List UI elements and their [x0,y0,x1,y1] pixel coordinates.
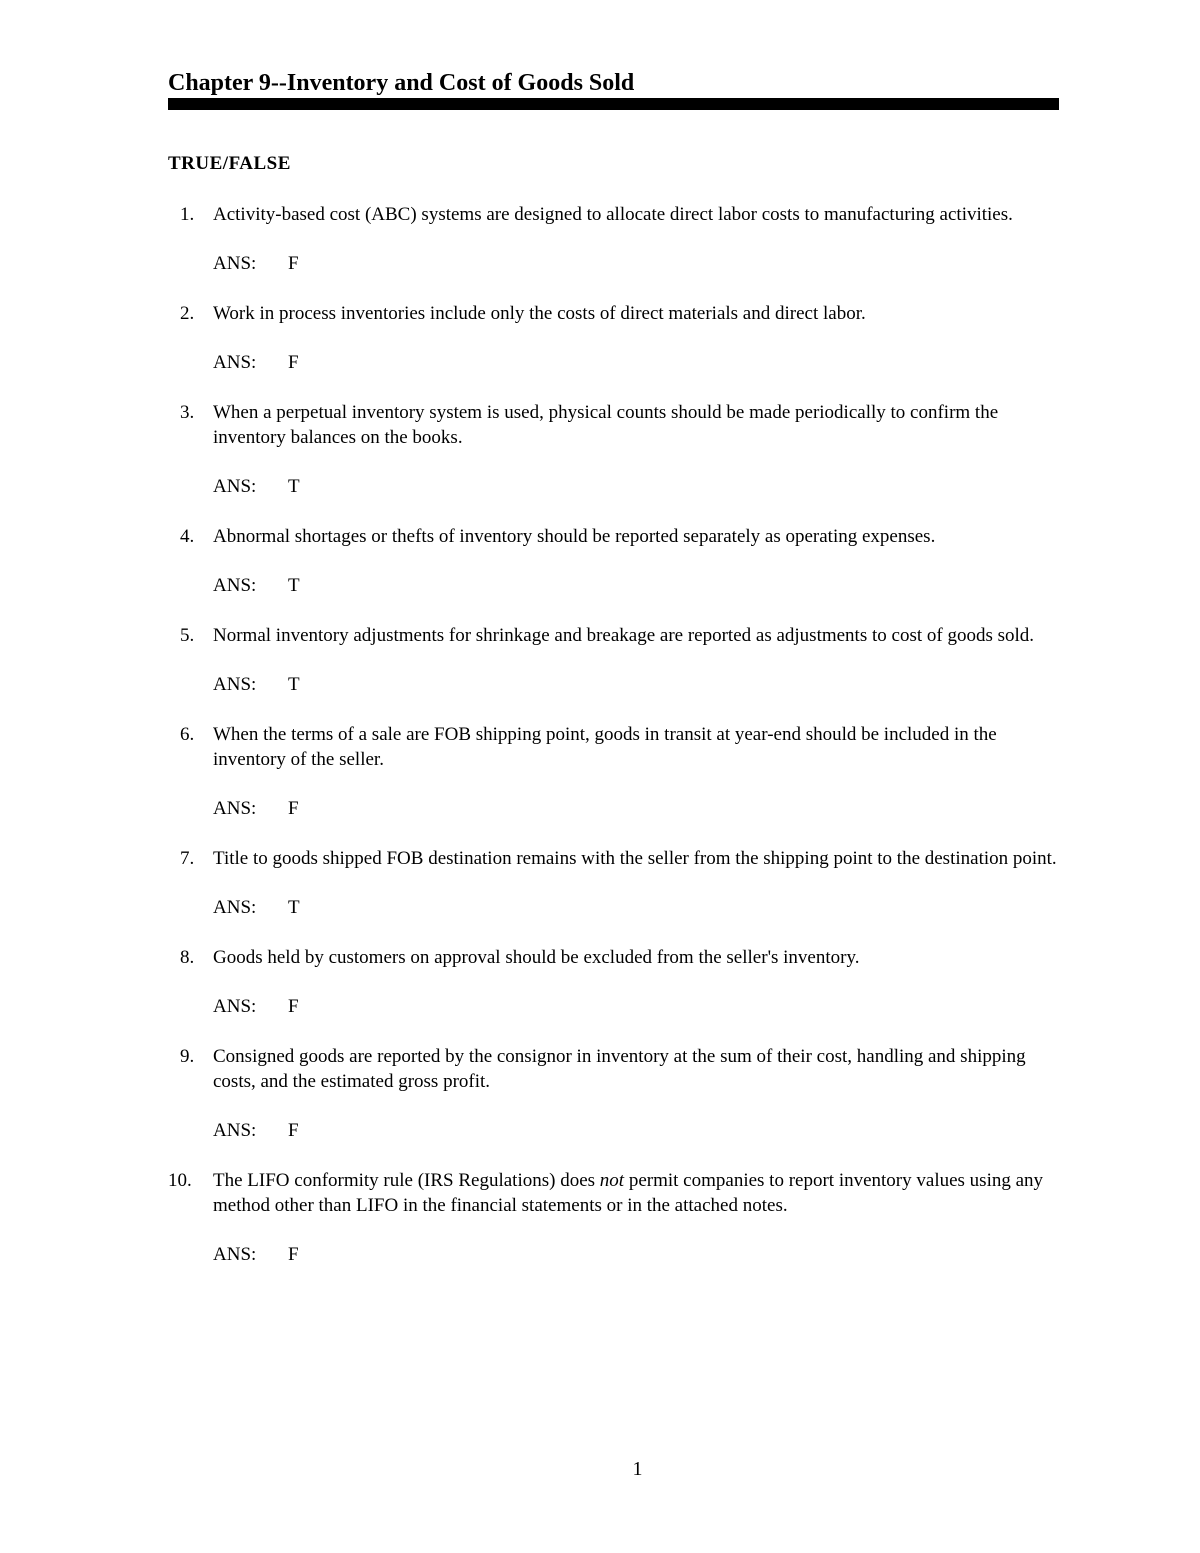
question-item [168,202,1068,276]
question-number: 7. [180,848,195,869]
answer-value: F [288,1120,299,1141]
answer-value: T [288,575,300,596]
question-number: 10. [168,1170,192,1191]
question-item [168,623,1068,697]
question-text: Activity-based cost (ABC) systems are designed to allocate direct labor costs to manufacturing activities. [213,204,1013,225]
section-heading: TRUE/FALSE [168,153,291,174]
question-text-before: The LIFO conformity rule (IRS Regulations) does [213,1170,600,1191]
question-text: When a perpetual inventory system is used, physical counts should be made periodically to confirm the inventory balances on the books. [213,402,999,448]
question-text: Work in process inventories include only the costs of direct materials and direct labor. [213,303,866,324]
question-number: 5. [180,625,195,646]
answer-value: F [288,798,299,819]
answer-label: ANS: [213,1120,257,1141]
answer-label: ANS: [213,674,257,695]
answer-value: F [288,996,299,1017]
question-number: 9. [180,1046,195,1067]
question-number: 3. [180,402,195,423]
question-text [213,1168,1068,1218]
question-item [168,400,1068,499]
question-number: 6. [180,724,195,745]
answer-label: ANS: [213,798,257,819]
answer-label: ANS: [213,253,257,274]
question-list [168,202,1068,1267]
question-item [168,1168,1068,1267]
question-number: 1. [180,204,195,225]
answer-value: F [288,253,299,274]
question-text: When the terms of a sale are FOB shipping point, goods in transit at year-end should be included in the inventory of the seller. [213,724,997,770]
question-item [168,722,1068,821]
question-number: 4. [180,526,195,547]
answer-value: T [288,897,300,918]
answer-value: F [288,1244,299,1265]
answer-label: ANS: [213,476,257,497]
answer-label: ANS: [213,1244,257,1265]
answer-value: F [288,352,299,373]
question-text-emphasis: not [599,1170,625,1191]
answer-value: T [288,476,300,497]
answer-label: ANS: [213,897,257,918]
question-text-after: permit companies to report inventory values using any method other than LIFO in the financial statements or in the attached notes. [213,1170,1044,1216]
chapter-title: Chapter 9--Inventory and Cost of Goods Sold [168,70,635,96]
question-number: 2. [180,303,195,324]
question-text: Abnormal shortages or thefts of inventory should be reported separately as operating expenses. [213,526,936,547]
answer-label: ANS: [213,996,257,1017]
answer-value: T [288,674,300,695]
question-item [168,301,1068,375]
question-item [168,524,1068,598]
question-text: Consigned goods are reported by the consignor in inventory at the sum of their cost, handling and shipping costs, and the estimated gross profit. [213,1046,1026,1092]
question-item [168,846,1068,920]
answer-label: ANS: [213,352,257,373]
question-item [168,1044,1068,1143]
question-number: 8. [180,947,195,968]
question-text: Goods held by customers on approval should be excluded from the seller's inventory. [213,947,860,968]
answer-label: ANS: [213,575,257,596]
question-text: Title to goods shipped FOB destination remains with the seller from the shipping point to the destination point. [213,848,1057,869]
question-text: Normal inventory adjustments for shrinkage and breakage are reported as adjustments to cost of goods sold. [213,625,1035,646]
page-number: 1 [632,1458,643,1480]
question-item [168,945,1068,1019]
title-rule [168,98,1059,110]
